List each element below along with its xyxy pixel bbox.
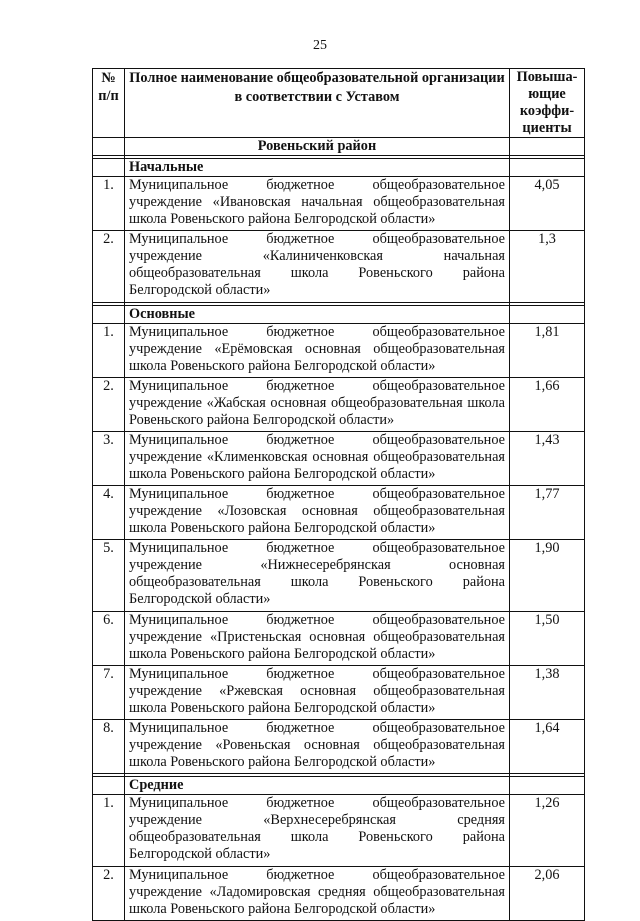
school-name: Муниципальное бюджетное общеобразовательное учреждение «Ладомировская средняя общеобразовательная школа Ровеньского района Белгородской области» — [125, 867, 510, 921]
school-name: Муниципальное бюджетное общеобразовательное учреждение «Ивановская начальная общеобразовательная школа Ровеньского района Белгородской области» — [125, 177, 510, 231]
row-number: 3. — [93, 432, 125, 486]
row-coefficient: 1,90 — [510, 540, 585, 612]
category-row — [93, 777, 585, 795]
row-number: 2. — [93, 378, 125, 432]
table-row — [93, 378, 585, 432]
row-number: 6. — [93, 612, 125, 666]
table-row — [93, 666, 585, 720]
school-name: Муниципальное бюджетное общеобразовательное учреждение «Лозовская основная общеобразовательная школа Ровеньского района Белгородской области» — [125, 486, 510, 540]
row-number: 1. — [93, 324, 125, 378]
school-name: Муниципальное бюджетное общеобразовательное учреждение «Клименковская основная общеобразовательная школа Ровеньского района Белгородской области» — [125, 432, 510, 486]
category-row — [93, 159, 585, 177]
row-number: 4. — [93, 486, 125, 540]
row-number: 8. — [93, 720, 125, 774]
category-coef-cell — [510, 306, 585, 324]
header-num: № п/п — [93, 69, 125, 138]
district-row — [93, 138, 585, 156]
row-coefficient: 1,77 — [510, 486, 585, 540]
table-row — [93, 486, 585, 540]
row-coefficient: 1,38 — [510, 666, 585, 720]
row-coefficient: 1,64 — [510, 720, 585, 774]
district-coef-cell — [510, 138, 585, 156]
category-num-cell — [93, 159, 125, 177]
school-name: Муниципальное бюджетное общеобразовательное учреждение «Ржевская основная общеобразовательная школа Ровеньского района Белгородской области» — [125, 666, 510, 720]
row-coefficient: 2,06 — [510, 867, 585, 921]
school-name: Муниципальное бюджетное общеобразовательное учреждение «Нижнесеребрянская основная общеобразовательная школа Ровеньского района Белгородской области» — [125, 540, 510, 612]
school-name: Муниципальное бюджетное общеобразовательное учреждение «Верхнесеребрянская средняя общеобразовательная школа Ровеньского района Белгородской области» — [125, 795, 510, 867]
header-coef: Повыша-ющие коэффи-циенты — [510, 69, 585, 138]
row-coefficient: 1,81 — [510, 324, 585, 378]
category-coef-cell — [510, 159, 585, 177]
table-row — [93, 720, 585, 774]
school-name: Муниципальное бюджетное общеобразовательное учреждение «Жабская основная общеобразовательная школа Ровеньского района Белгородской области» — [125, 378, 510, 432]
table-body — [93, 69, 585, 921]
table-row — [93, 324, 585, 378]
row-number: 2. — [93, 867, 125, 921]
category-name: Средние — [125, 777, 510, 795]
school-name: Муниципальное бюджетное общеобразовательное учреждение «Калиниченковская начальная общеобразовательная школа Ровеньского района Белгородской области» — [125, 231, 510, 303]
row-coefficient: 1,3 — [510, 231, 585, 303]
row-coefficient: 1,66 — [510, 378, 585, 432]
table-row — [93, 612, 585, 666]
district-name: Ровеньский район — [125, 138, 510, 156]
row-number: 2. — [93, 231, 125, 303]
category-name: Основные — [125, 306, 510, 324]
school-name: Муниципальное бюджетное общеобразовательное учреждение «Ровеньская основная общеобразовательная школа Ровеньского района Белгородской области» — [125, 720, 510, 774]
district-num-cell — [93, 138, 125, 156]
row-number: 1. — [93, 795, 125, 867]
category-name: Начальные — [125, 159, 510, 177]
row-number: 1. — [93, 177, 125, 231]
table-row — [93, 432, 585, 486]
category-num-cell — [93, 306, 125, 324]
table-row — [93, 177, 585, 231]
table-row — [93, 867, 585, 921]
school-name: Муниципальное бюджетное общеобразовательное учреждение «Пристеньская основная общеобразовательная школа Ровеньского района Белгородской области» — [125, 612, 510, 666]
school-name: Муниципальное бюджетное общеобразовательное учреждение «Ерёмовская основная общеобразовательная школа Ровеньского района Белгородской области» — [125, 324, 510, 378]
category-num-cell — [93, 777, 125, 795]
row-coefficient: 1,26 — [510, 795, 585, 867]
row-number: 7. — [93, 666, 125, 720]
table-header-row — [93, 69, 585, 138]
row-number: 5. — [93, 540, 125, 612]
table-row — [93, 231, 585, 303]
schools-table — [92, 68, 585, 921]
category-row — [93, 306, 585, 324]
table-row — [93, 795, 585, 867]
row-coefficient: 1,43 — [510, 432, 585, 486]
table-row — [93, 540, 585, 612]
row-coefficient: 1,50 — [510, 612, 585, 666]
row-coefficient: 4,05 — [510, 177, 585, 231]
page-number: 25 — [313, 38, 327, 53]
header-name: Полное наименование общеобразовательной организации в соответствии с Уставом — [125, 69, 510, 138]
category-coef-cell — [510, 777, 585, 795]
